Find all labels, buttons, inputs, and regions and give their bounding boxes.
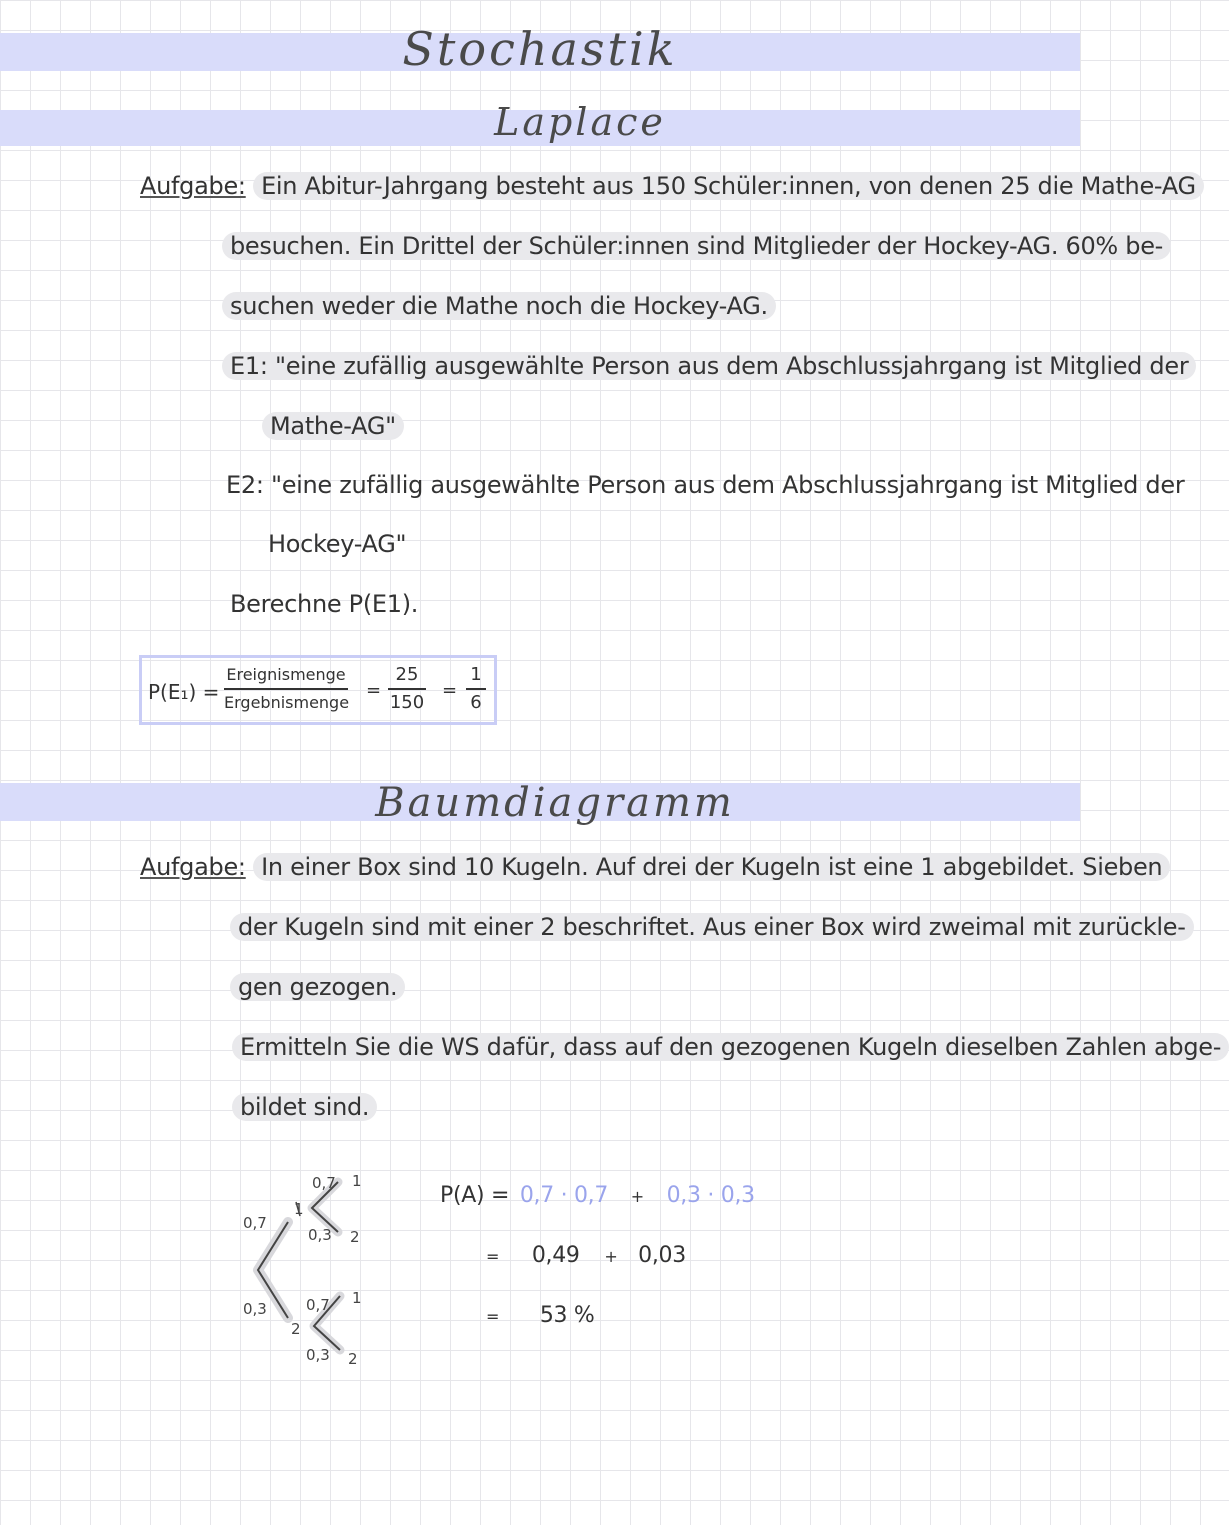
event-e2-line-1: E2: "eine zufällig ausgewählte Person aus dem Abschlussjahrgang ist Mitglied der [226, 471, 1185, 499]
tree-prob-top: 0,7 [243, 1214, 267, 1232]
laplace-task-line-1 [140, 172, 1204, 200]
tree-node-bottom: 2 [291, 1320, 301, 1338]
event-e1-line-1: E1: "eine zufällig ausgewählte Person aus dem Abschlussjahrgang ist Mitglied der [222, 352, 1196, 380]
section-title-tree: Baumdiagramm [375, 780, 735, 826]
tree-bottom-down-leaf: 2 [348, 1350, 358, 1368]
event-e2-line-2: Hockey-AG" [268, 530, 407, 558]
tree-task-line-1: Aufgabe: In einer Box sind 10 Kugeln. Auf drei der Kugeln ist eine 1 abgebildet. Sieben [140, 853, 1170, 881]
laplace-question: Berechne P(E1). [230, 590, 419, 618]
calc-result: 53 % [539, 1303, 595, 1328]
tree-bottom-down-prob: 0,3 [306, 1346, 330, 1364]
formula-lhs: P(E₁) = [148, 680, 220, 704]
laplace-task-line-3: suchen weder die Mathe noch die Hockey-AG. [222, 292, 776, 320]
tree-task-line-3: gen gezogen. [230, 973, 405, 1001]
section-title-laplace: Laplace [494, 100, 666, 144]
formula-fraction-values: 25 150 [389, 664, 425, 713]
event-e1-line-2: Mathe-AG" [262, 412, 404, 440]
calc-line-2: = 0,49 + 0,03 [486, 1243, 686, 1268]
page-title: Stochastik [402, 22, 678, 76]
laplace-task-line-2: besuchen. Ein Drittel der Schüler:innen sind Mitglieder der Hockey-AG. 60% be- [222, 232, 1171, 260]
task-text: Ein Abitur-Jahrgang besteht aus 150 Schüler:innen, von denen 25 die Mathe-AG [253, 172, 1204, 200]
tree-task-line-2: der Kugeln sind mit einer 2 beschriftet. Aus einer Box wird zweimal mit zurückle- [230, 913, 1194, 941]
tree-bottom-up-prob: 0,7 [306, 1296, 330, 1314]
tree-prob-bottom: 0,3 [243, 1300, 267, 1318]
task-label: Aufgabe: [140, 172, 246, 200]
tree-bottom-up-leaf: 1 [352, 1289, 362, 1307]
formula-fraction-definition: Ereignismenge Ergebnismenge [224, 665, 350, 712]
formula-fraction-result: 1 6 [466, 664, 486, 714]
tree-top-up-leaf: 1 [352, 1172, 362, 1190]
tree-top-down-prob: 0,3 [308, 1226, 332, 1244]
calc-line-1: P(A) = 0,7 · 0,7 + 0,3 · 0,3 [440, 1183, 755, 1208]
tree-question-line-1: Ermitteln Sie die WS dafür, dass auf den gezogenen Kugeln dieselben Zahlen abge- [232, 1033, 1229, 1061]
laplace-formula-box: P(E₁) = Ereignismenge Ergebnismenge = 25 150 = 1 6 [139, 655, 497, 725]
tree-node-top: 1 [294, 1200, 304, 1218]
tree-top-down-leaf: 2 [350, 1228, 360, 1246]
calc-line-3: = 53 % [486, 1303, 595, 1328]
tree-top-up-prob: 0,7 [312, 1174, 336, 1192]
tree-question-line-2: bildet sind. [232, 1093, 377, 1121]
